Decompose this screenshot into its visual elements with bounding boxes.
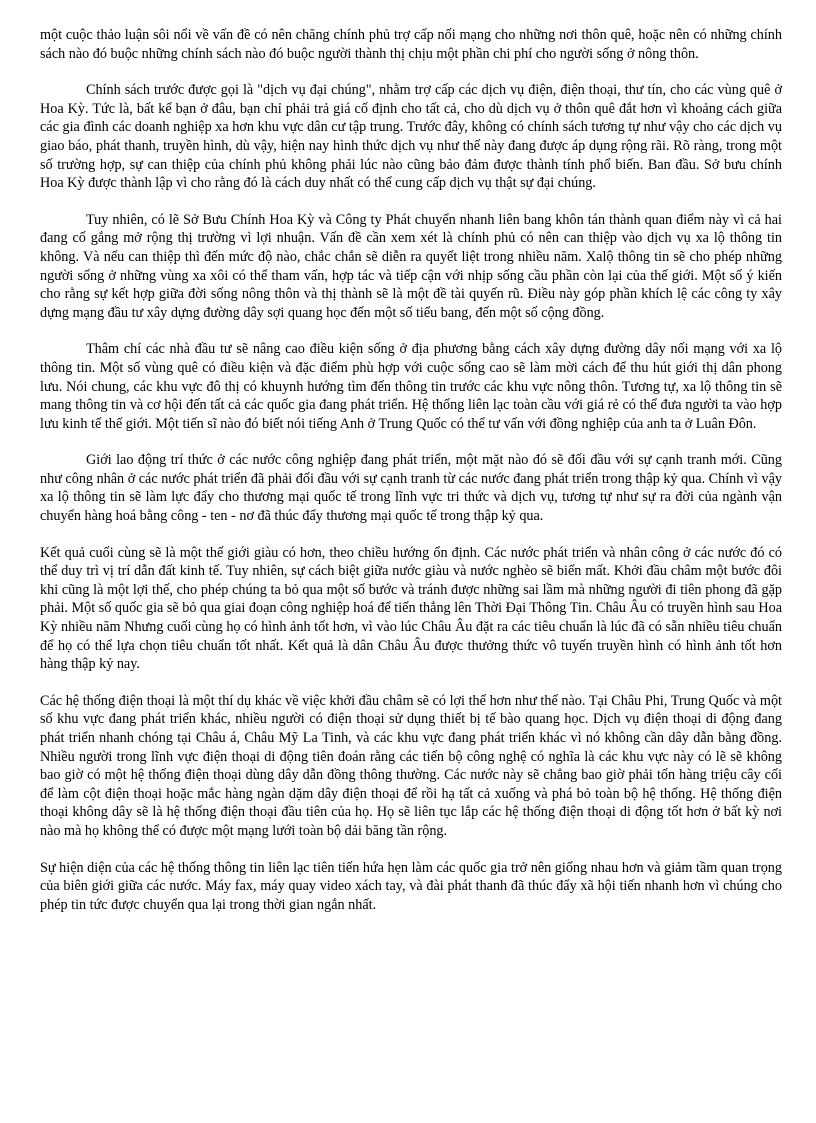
paragraph-4: Thâm chí các nhà đầu tư sẽ nâng cao điều kiện sống ở địa phương bằng cách xây dựng đường dây nối mạng với xa lộ thông tin. Một số vùng quê có điều kiện và đặc điểm phù hợp với cuộc sống cao sẽ làm mời cách để thu hút giới thị dân phong lưu. Nói chung, các khu vực đô thị có khuynh hướng tìm đến thông tin trước các khu vực nông thôn. Tương tự, xa lộ thông tin sẽ mang thông tin và cơ hội đến tất cả các quốc gia đang phát triển. Hệ thống liên lạc toàn cầu với giá rẻ có thể đưa người ta vào hợp lưu kinh tế thế giới. Một tiến sĩ nào đó biết nói tiếng Anh ở Trung Quốc có thể tư vấn với đồng nghiệp của anh ta ở Luân Đôn. <box>40 341 782 432</box>
paragraph-3: Tuy nhiên, có lẽ Sở Bưu Chính Hoa Kỳ và Công ty Phát chuyển nhanh liên bang khôn tán thành quan điểm này vì cả hai đang cố gắng mở rộng thị trường vì lợi nhuận. Vấn đề cần xem xét là chính phủ có nên can thiệp vào dịch vụ xa lộ thông tin không. Và nếu can thiệp thì đến mức độ nào, chắc chắn sẽ diễn ra quyết liệt trong nhiều năm. Xalộ thông tin sẽ cho phép những người sống ở những vùng xa xôi có thể tham vấn, hợp tác và tiếp cận với nhịp sống cầu phần còn lại của thế giới. Một số ý kiến cho rằng sự kết hợp giữa đời sống nông thôn và thị thành sẽ là một đề tài quyến rũ. Điều này góp phần khích lệ các công ty xây dựng mạng đầu tư xây dựng đường dây sợi quang học đến một số tiểu bang, đến một số cộng đồng. <box>40 211 782 321</box>
paragraph-2: Chính sách trước được gọi là "dịch vụ đại chúng", nhằm trợ cấp các dịch vụ điện, điện thoại, thư tín, cho các vùng quê ở Hoa Kỳ. Tức là, bất kể bạn ở đâu, bạn chỉ phải trả giá cố định cho tất cả, cho dù dịch vụ ở thôn quê đắt hơn vì khoảng cách giữa các gia đình các doanh nghiệp xa hơn khu vực dân cư tập trung. Trước đây, không có chính sách tương tự như vậy cho các dịch vụ giao báo, phát thanh, truyền hình, dù vậy, hiện nay hình thức dịch vụ như thế này đang được áp dụng rộng rãi. Rõ ràng, trong một số trường hợp, sự can thiệp của chính phủ không phải lúc nào cũng bảo đảm được thành tính phổ biến. Ban đầu. Sở bưu chính Hoa Kỳ được thành lập vì cho rằng đó là cách duy nhất có thể cung cấp dịch vụ thật sự đại chúng. <box>40 82 782 192</box>
paragraph-1: một cuộc thảo luận sôi nổi về vấn đề có nên chăng chính phủ trợ cấp nối mạng cho những nơi thôn quê, hoặc nên có những chính sách nào đó buộc những chính sách nào đó buộc người thành thị chịu một phần chi phí cho người sống ở nông thôn. <box>40 27 782 62</box>
document-page <box>40 26 782 932</box>
paragraph-8: Sự hiện diện của các hệ thống thông tin liên lạc tiên tiến hứa hẹn làm các quốc gia trở nên giống nhau hơn và giảm tầm quan trọng của biên giới giữa các nước. Máy fax, máy quay video xách tay, và đài phát thanh đã thúc đẩy xã hội tiến nhanh hơn vì chúng cho phép tin tức được chuyển qua lại trong thời gian ngắn nhất. <box>40 859 782 913</box>
paragraph-7: Các hệ thống điện thoại là một thí dụ khác về việc khởi đầu châm sẽ có lợi thế hơn như thế nào. Tại Châu Phi, Trung Quốc và một số khu vực đang phát triển khác, nhiều người có điện thoại sử dụng thiết bị tế bào quang học. Dịch vụ điện thoại di động đang phát triển nhanh chóng tại Châu á, Châu Mỹ La Tinh, và các khu vực đang phát triển khác vì nó không cần dây dẫn bằng đồng. Nhiều người trong lĩnh vực điện thoại di động tiên đoán rằng các tiến bộ công nghệ có nghĩa là các khu vực này có lẽ sẽ không bao giờ có một hệ thống điện thoại dùng dây dẫn đồng thông thường. Các nước này sẽ chẳng bao giờ phải tốn hàng triệu cây cối để làm cột điện thoại hoặc mắc hàng ngàn dặm dây điện thoại để rồi hạ tất cả xuống và phá bỏ toàn bộ hệ thống. Hệ thống điện thoại không dây sẽ là hệ thống điện thoại đầu tiên của họ. Họ sẽ liên tục lắp các hệ thống điện thoại di động tốt hơn ở bất kỳ nơi nào mà họ không thể có được một mạng lưới toàn bộ dải băng tần rộng. <box>40 692 782 839</box>
paragraph-6: Kết quả cuối cùng sẽ là một thế giới giàu có hơn, theo chiều hướng ổn định. Các nước phát triển và nhân công ở các nước đó có thể duy trì vị trí dẫn đất kinh tế. Tuy nhiên, sự cách biệt giữa nước giàu và nước nghèo sẽ biến mất. Khởi đầu châm một bước đôi khi cũng là một lợi thế, cho phép chúng ta bỏ qua một số bước và tránh được những sai lầm mà những người đi tiên phong đã gặp phải. Một số quốc gia sẽ bỏ qua giai đoạn công nghiệp hoá để tiến thẳng lên Thời Đại Thông Tin. Châu Âu có truyền hình sau Hoa Kỳ nhiều năm Nhưng cuối cùng họ có hình ảnh tốt hơn, vì vào lúc Châu Âu đặt ra các tiêu chuẩn là lúc đã có sẵn nhiều tiêu chuẩn để họ có thể lựa chọn tiêu chuẩn tốt nhất. Kết quả là dân Châu Âu được thưởng thức vô tuyến truyền hình có hình ảnh tốt hơn hàng thập kỷ nay. <box>40 544 782 673</box>
paragraph-5: Giới lao động trí thức ở các nước công nghiệp đang phát triển, một mặt nào đó sẽ đối đầu với sự cạnh tranh mới. Cũng như công nhân ở các nước phát triển đã phải đối đầu với sự cạnh tranh từ các nước đang phát triển trong thập kỷ qua. Chính vì vậy xa lộ thông tin sẽ làm lực đẩy cho thương mại quốc tế trong lĩnh vực tri thức và dịch vụ, tương tự như sự ra đời của ngành vận chuyển hàng hoá bằng công - ten - nơ đã thúc đẩy thương mại quốc tế trong thập kỷ qua. <box>40 452 782 525</box>
